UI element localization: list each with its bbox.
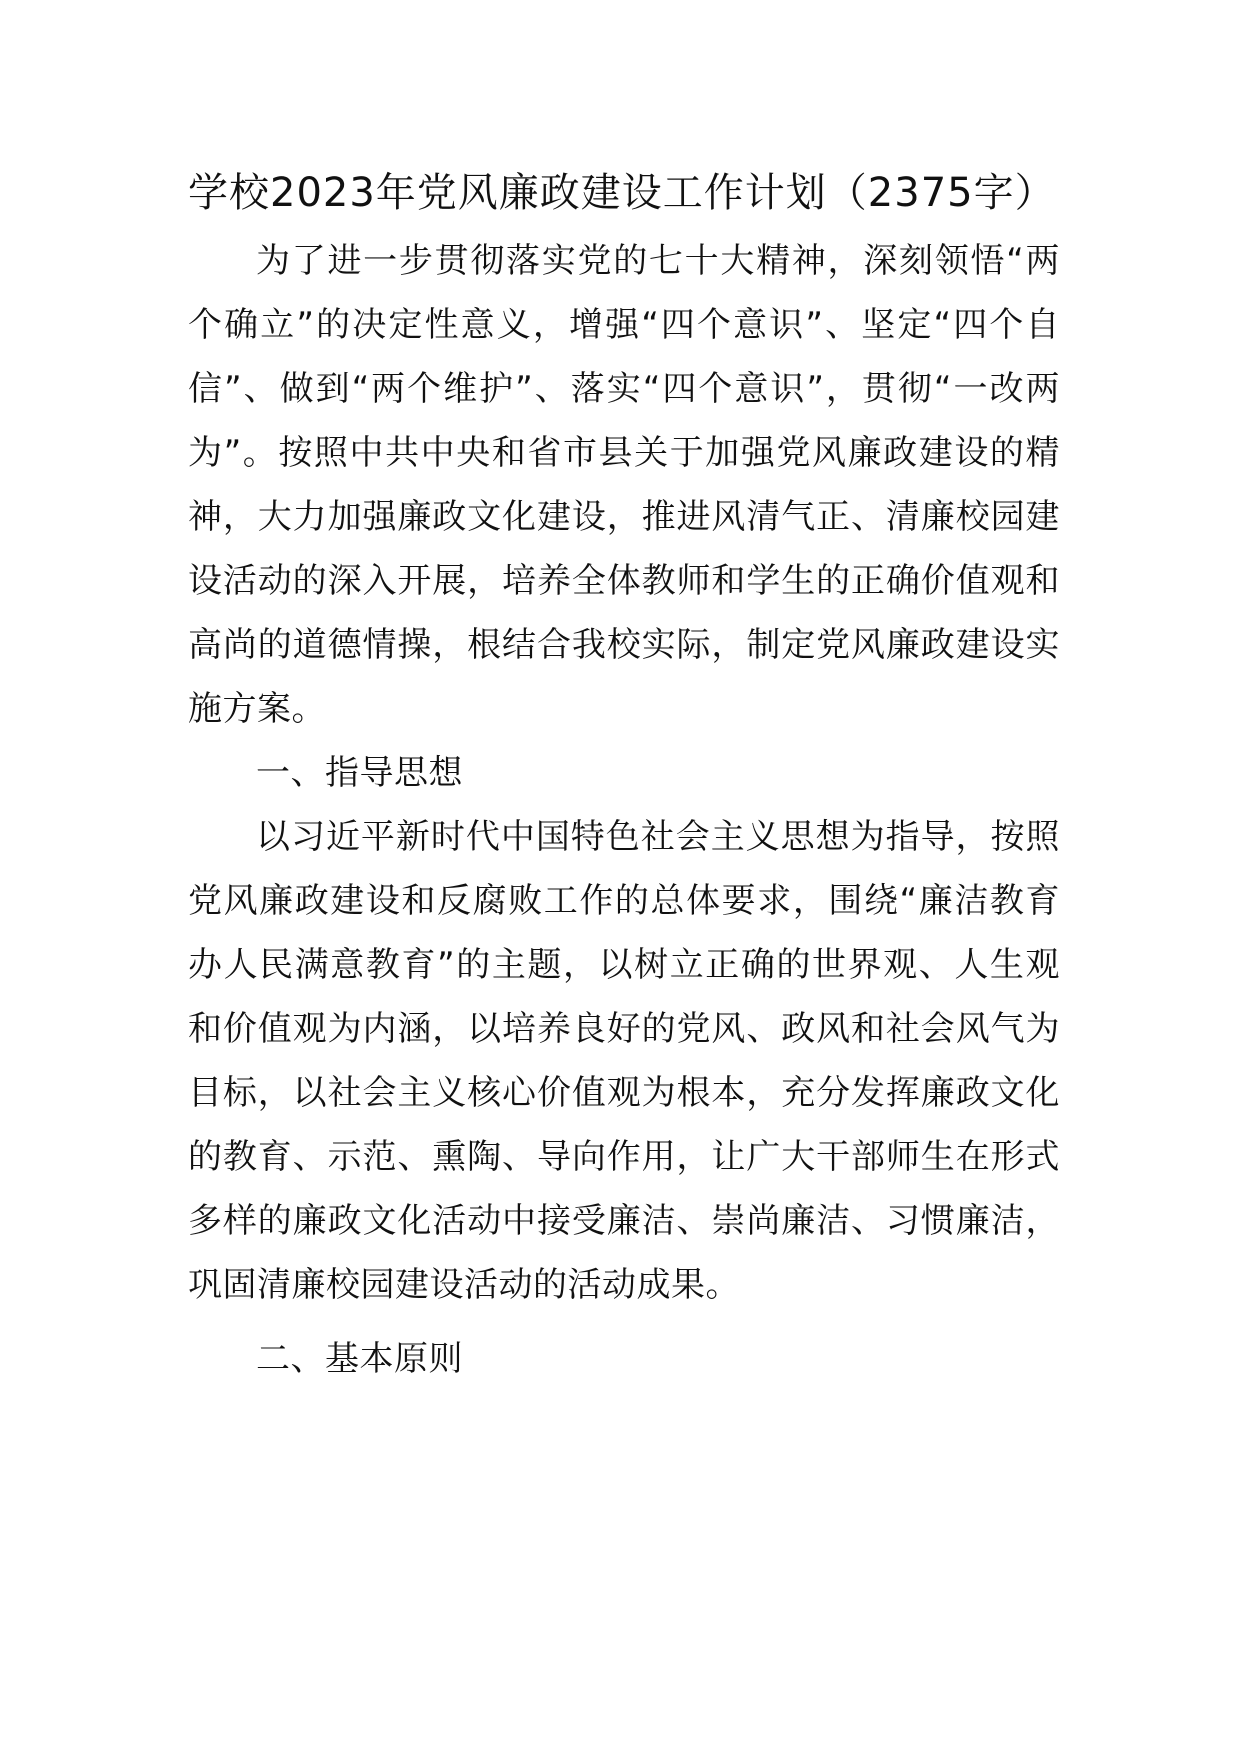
document-body	[188, 165, 1060, 1391]
section-heading-basic-principles: 二、基本原则	[256, 1339, 463, 1379]
section-heading-guiding-ideology: 一、指导思想	[256, 753, 463, 793]
intro-paragraph: 为了进一步贯彻落实党的七十大精神，深刻领悟“两个确立”的决定性意义，增强“四个意识”、坚定“四个自信”、做到“两个维护”、落实“四个意识”，贯彻“一改两为”。按照中共中央和省市县关于加强党风廉政建设的精神，大力加强廉政文化建设，推进风清气正、清廉校园建设活动的深入开展，培养全体教师和学生的正确价值观和高尚的道德情操，根结合我校实际，制定党风廉政建设实施方案。	[188, 241, 1060, 729]
guiding-ideology-paragraph: 以习近平新时代中国特色社会主义思想为指导，按照党风廉政建设和反腐败工作的总体要求，围绕“廉洁教育办人民满意教育”的主题，以树立正确的世界观、人生观和价值观为内涵，以培养良好的党风、政风和社会风气为目标，以社会主义核心价值观为根本，充分发挥廉政文化的教育、示范、熏陶、导向作用，让广大干部师生在形式多样的廉政文化活动中接受廉洁、崇尚廉洁、习惯廉洁，巩固清廉校园建设活动的活动成果。	[188, 817, 1060, 1305]
document-title: 学校2023年党风廉政建设工作计划（2375字）	[188, 170, 1056, 216]
